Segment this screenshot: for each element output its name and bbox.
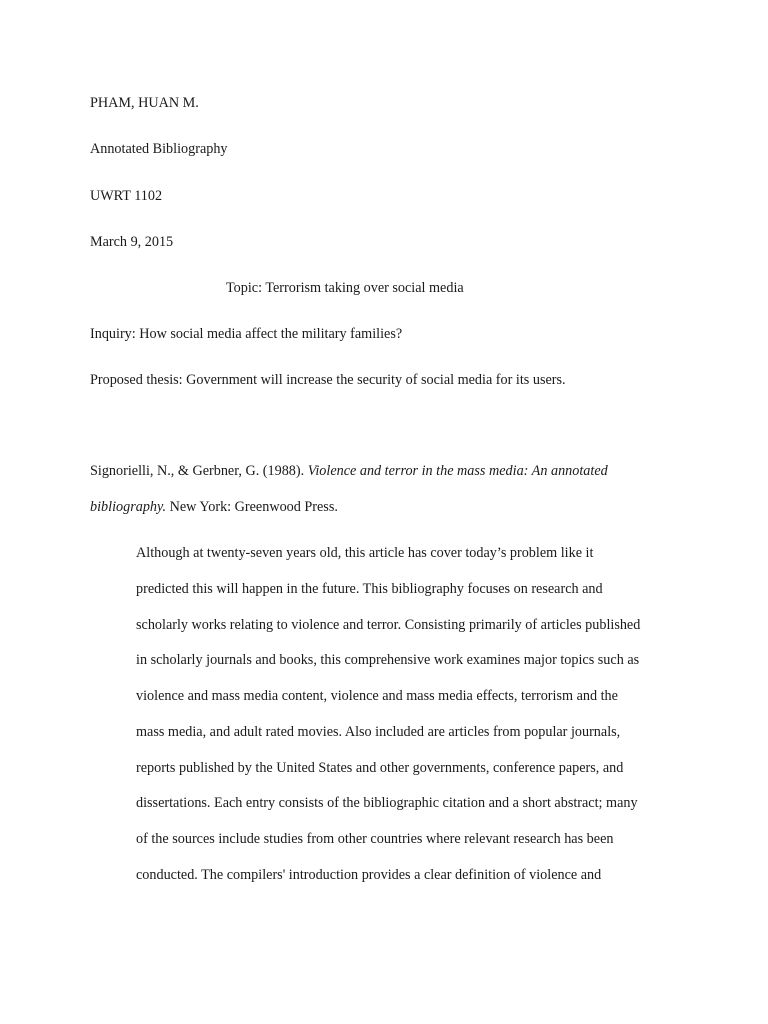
citation-line-1 <box>90 462 608 480</box>
annotation-line: in scholarly journals and books, this comprehensive work examines major topics such as <box>136 652 640 668</box>
annotation-line: predicted this will happen in the future. This bibliography focuses on research and <box>136 581 603 597</box>
citation-line-2 <box>90 498 338 516</box>
citation-publisher: New York: Greenwood Press. <box>166 499 338 515</box>
citation-title-continued: bibliography. <box>90 499 167 515</box>
document-type: Annotated Bibliography <box>90 141 228 157</box>
course-code: UWRT 1102 <box>90 188 163 204</box>
inquiry-line: Inquiry: How social media affect the military families? <box>90 326 403 342</box>
citation-authors: Signorielli, N., & Gerbner, G. (1988). <box>90 463 308 479</box>
topic-line: Topic: Terrorism taking over social media <box>226 280 464 296</box>
annotation-line: mass media, and adult rated movies. Also included are articles from popular journals, <box>136 724 621 740</box>
annotation-line: of the sources include studies from other countries where relevant research has been <box>136 831 614 847</box>
annotation-line: conducted. The compilers' introduction provides a clear definition of violence and <box>136 867 602 883</box>
annotation-line: reports published by the United States and other governments, conference papers, and <box>136 760 624 776</box>
annotation-line: Although at twenty-seven years old, this article has cover today’s problem like it <box>136 545 594 561</box>
author-name: PHAM, HUAN M. <box>90 95 199 111</box>
citation-title: Violence and terror in the mass media: An annotated <box>307 463 608 479</box>
document-date: March 9, 2015 <box>90 234 174 250</box>
annotation-line: dissertations. Each entry consists of the bibliographic citation and a short abstract; many <box>136 795 638 811</box>
annotation-line: violence and mass media content, violence and mass media effects, terrorism and the <box>136 688 618 704</box>
annotation-line: scholarly works relating to violence and terror. Consisting primarily of articles published <box>136 617 641 633</box>
thesis-line: Proposed thesis: Government will increase the security of social media for its users. <box>90 372 566 388</box>
